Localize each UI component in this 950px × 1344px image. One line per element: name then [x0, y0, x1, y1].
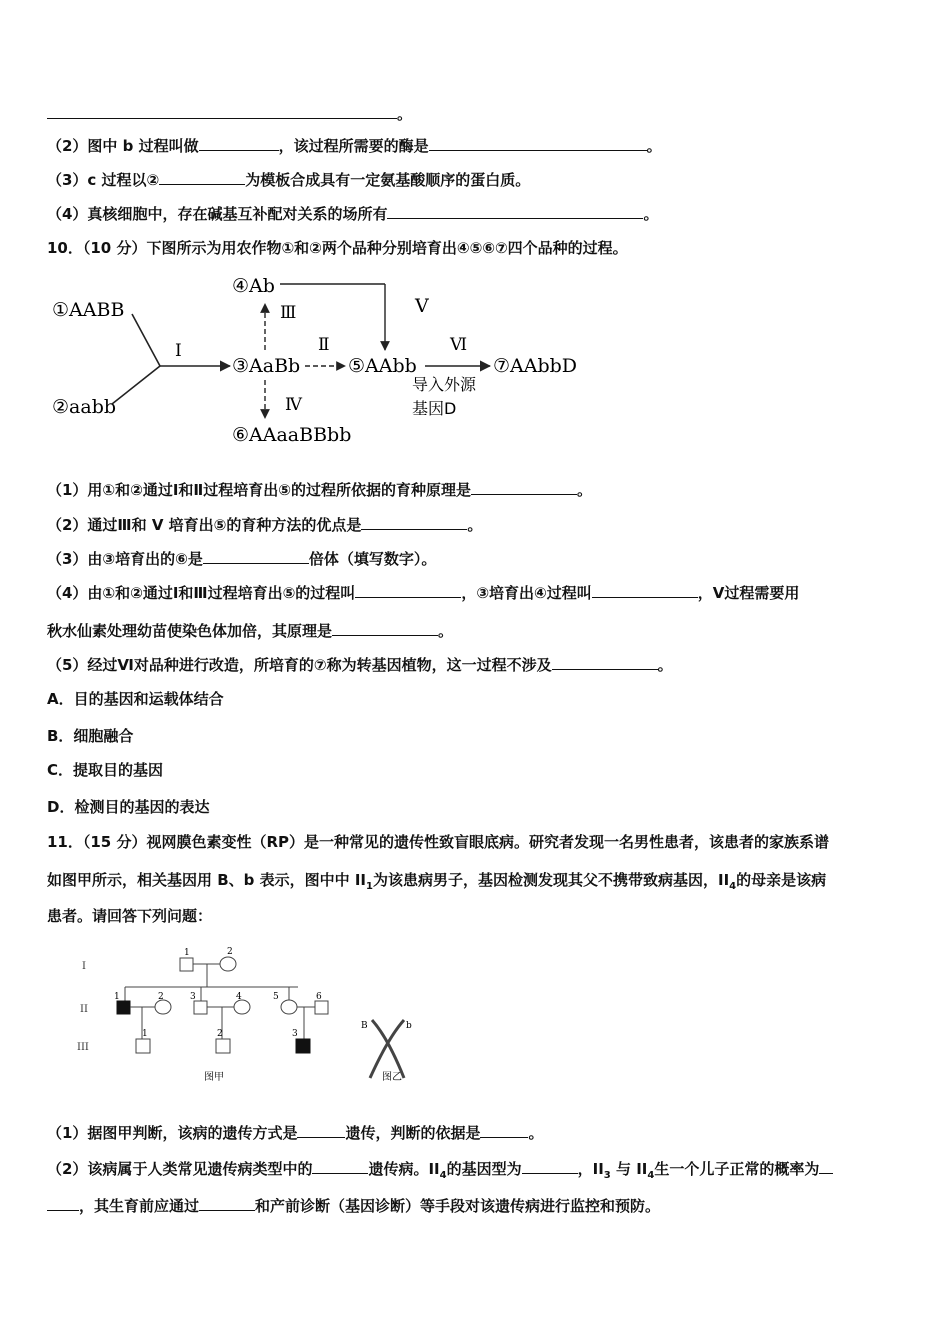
- answer-blank[interactable]: [387, 204, 643, 219]
- svg-text:1: 1: [142, 1029, 148, 1039]
- gene-label-2: 基因D: [412, 399, 457, 418]
- fig-jia-caption: 图甲: [204, 1072, 224, 1083]
- svg-text:1: 1: [114, 992, 120, 1002]
- answer-blank[interactable]: [47, 1196, 79, 1211]
- svg-text:3: 3: [190, 992, 196, 1002]
- svg-text:6: 6: [316, 992, 322, 1002]
- answer-blank[interactable]: [332, 621, 438, 636]
- node-7: ⑦AAbbD: [493, 355, 578, 377]
- option-c[interactable]: C．提取目的基因: [47, 761, 164, 779]
- answer-blank[interactable]: [47, 104, 397, 119]
- q9-line0: 。: [47, 103, 412, 125]
- q11-stem-1: 11．（15 分）视网膜色素变性（RP）是一种常见的遗传性致盲眼底病。研究者发现一名男性患者，该患者的家族系谱: [47, 833, 830, 851]
- svg-text:1: 1: [184, 948, 190, 958]
- node-4: ④Ab: [232, 275, 275, 297]
- option-d[interactable]: D．检测目的基因的表达: [47, 798, 210, 816]
- q9-part3: （3）c 过程以② 为模板合成具有一定氨基酸顺序的蛋白质。: [47, 171, 531, 189]
- answer-blank[interactable]: [361, 515, 467, 530]
- label-II: Ⅱ: [318, 335, 330, 355]
- q11-part2-cont: ，其生育前应通过 和产前诊断（基因诊断）等手段对该遗传病进行监控和预防。: [47, 1195, 660, 1217]
- allele-B: B: [361, 1021, 368, 1031]
- svg-text:2: 2: [217, 1029, 223, 1039]
- q10-part5: （5）经过Ⅵ对品种进行改造，所培育的⑦称为转基因植物，这一过程不涉及 。: [47, 656, 673, 674]
- answer-blank[interactable]: [429, 136, 647, 151]
- q10-part1: （1）用①和②通过Ⅰ和Ⅱ过程培育出⑤的过程所依据的育种原理是 。: [47, 481, 593, 499]
- answer-blank[interactable]: [355, 583, 461, 598]
- answer-blank[interactable]: [522, 1159, 578, 1174]
- pedigree-figure: [70, 942, 430, 1092]
- q10-part4-cont: 秋水仙素处理幼苗使染色体加倍，其原理是 。: [47, 622, 454, 640]
- gen-I: I: [82, 961, 86, 972]
- node-3: ③AaBb: [232, 355, 301, 377]
- answer-blank[interactable]: [312, 1159, 368, 1174]
- q10-part4: （4）由①和②通过Ⅰ和Ⅲ过程培育出⑤的过程叫 ，③培育出④过程叫 ，Ⅴ过程需要用: [47, 584, 800, 602]
- option-a[interactable]: A．目的基因和运载体结合: [47, 690, 224, 708]
- gene-label-1: 导入外源: [412, 375, 477, 394]
- svg-text:2: 2: [227, 947, 233, 957]
- label-I: Ⅰ: [175, 341, 182, 361]
- fig-yi-caption: 图乙: [382, 1072, 402, 1083]
- answer-blank[interactable]: [199, 136, 279, 151]
- answer-blank[interactable]: [819, 1159, 833, 1174]
- answer-blank[interactable]: [592, 583, 698, 598]
- node-5: ⑤AAbb: [348, 355, 417, 377]
- answer-blank[interactable]: [199, 1196, 255, 1211]
- gen-II: II: [80, 1004, 88, 1015]
- q10-part2: （2）通过Ⅲ和 V 培育出⑤的育种方法的优点是 。: [47, 516, 483, 534]
- q9-part4: （4）真核细胞中，存在碱基互补配对关系的场所有 。: [47, 205, 659, 223]
- gen-III: III: [77, 1042, 89, 1053]
- label-IV: Ⅳ: [285, 395, 302, 415]
- node-1: ①AABB: [52, 299, 125, 321]
- svg-text:2: 2: [158, 992, 164, 1002]
- node-6: ⑥AAaaBBbb: [232, 424, 352, 446]
- q10-stem: 10．（10 分）下图所示为用农作物①和②两个品种分别培育出④⑤⑥⑦四个品种的过程。: [47, 239, 628, 257]
- q11-part2: （2）该病属于人类常见遗传病类型中的 遗传病。$II_4$的基因型为 ，$II_3$ 与 $II_4$生一个儿子正常的概率为: [47, 1158, 833, 1187]
- allele-b: b: [406, 1021, 412, 1031]
- answer-blank[interactable]: [480, 1123, 528, 1138]
- answer-blank[interactable]: [471, 480, 577, 495]
- label-III: Ⅲ: [280, 303, 297, 323]
- q9-part2: （2）图中 b 过程叫做 ，该过程所需要的酶是 。: [47, 137, 662, 155]
- answer-blank[interactable]: [552, 655, 658, 670]
- q11-part1: （1）据图甲判断，该病的遗传方式是 遗传，判断的依据是 。: [47, 1124, 544, 1142]
- answer-blank[interactable]: [203, 549, 309, 564]
- svg-text:5: 5: [273, 992, 279, 1002]
- q11-stem-3: 患者。请回答下列问题：: [47, 907, 213, 925]
- label-VI: Ⅵ: [450, 335, 468, 355]
- svg-text:3: 3: [292, 1029, 298, 1039]
- option-b[interactable]: B．细胞融合: [47, 727, 134, 745]
- node-2: ②aabb: [52, 396, 117, 418]
- answer-blank[interactable]: [297, 1123, 345, 1138]
- svg-text:4: 4: [236, 992, 242, 1002]
- q10-part3: （3）由③培育出的⑥是 倍体（填写数字）。: [47, 550, 437, 568]
- breeding-diagram: [40, 268, 600, 450]
- q11-stem-2: 如图甲所示，相关基因用 B、b 表示，图中中 $II_1$为该患病男子，基因检测发现其父不携带致病基因，$II_4$的母亲是该病: [47, 871, 827, 892]
- label-V: Ⅴ: [415, 295, 429, 317]
- answer-blank[interactable]: [159, 170, 245, 185]
